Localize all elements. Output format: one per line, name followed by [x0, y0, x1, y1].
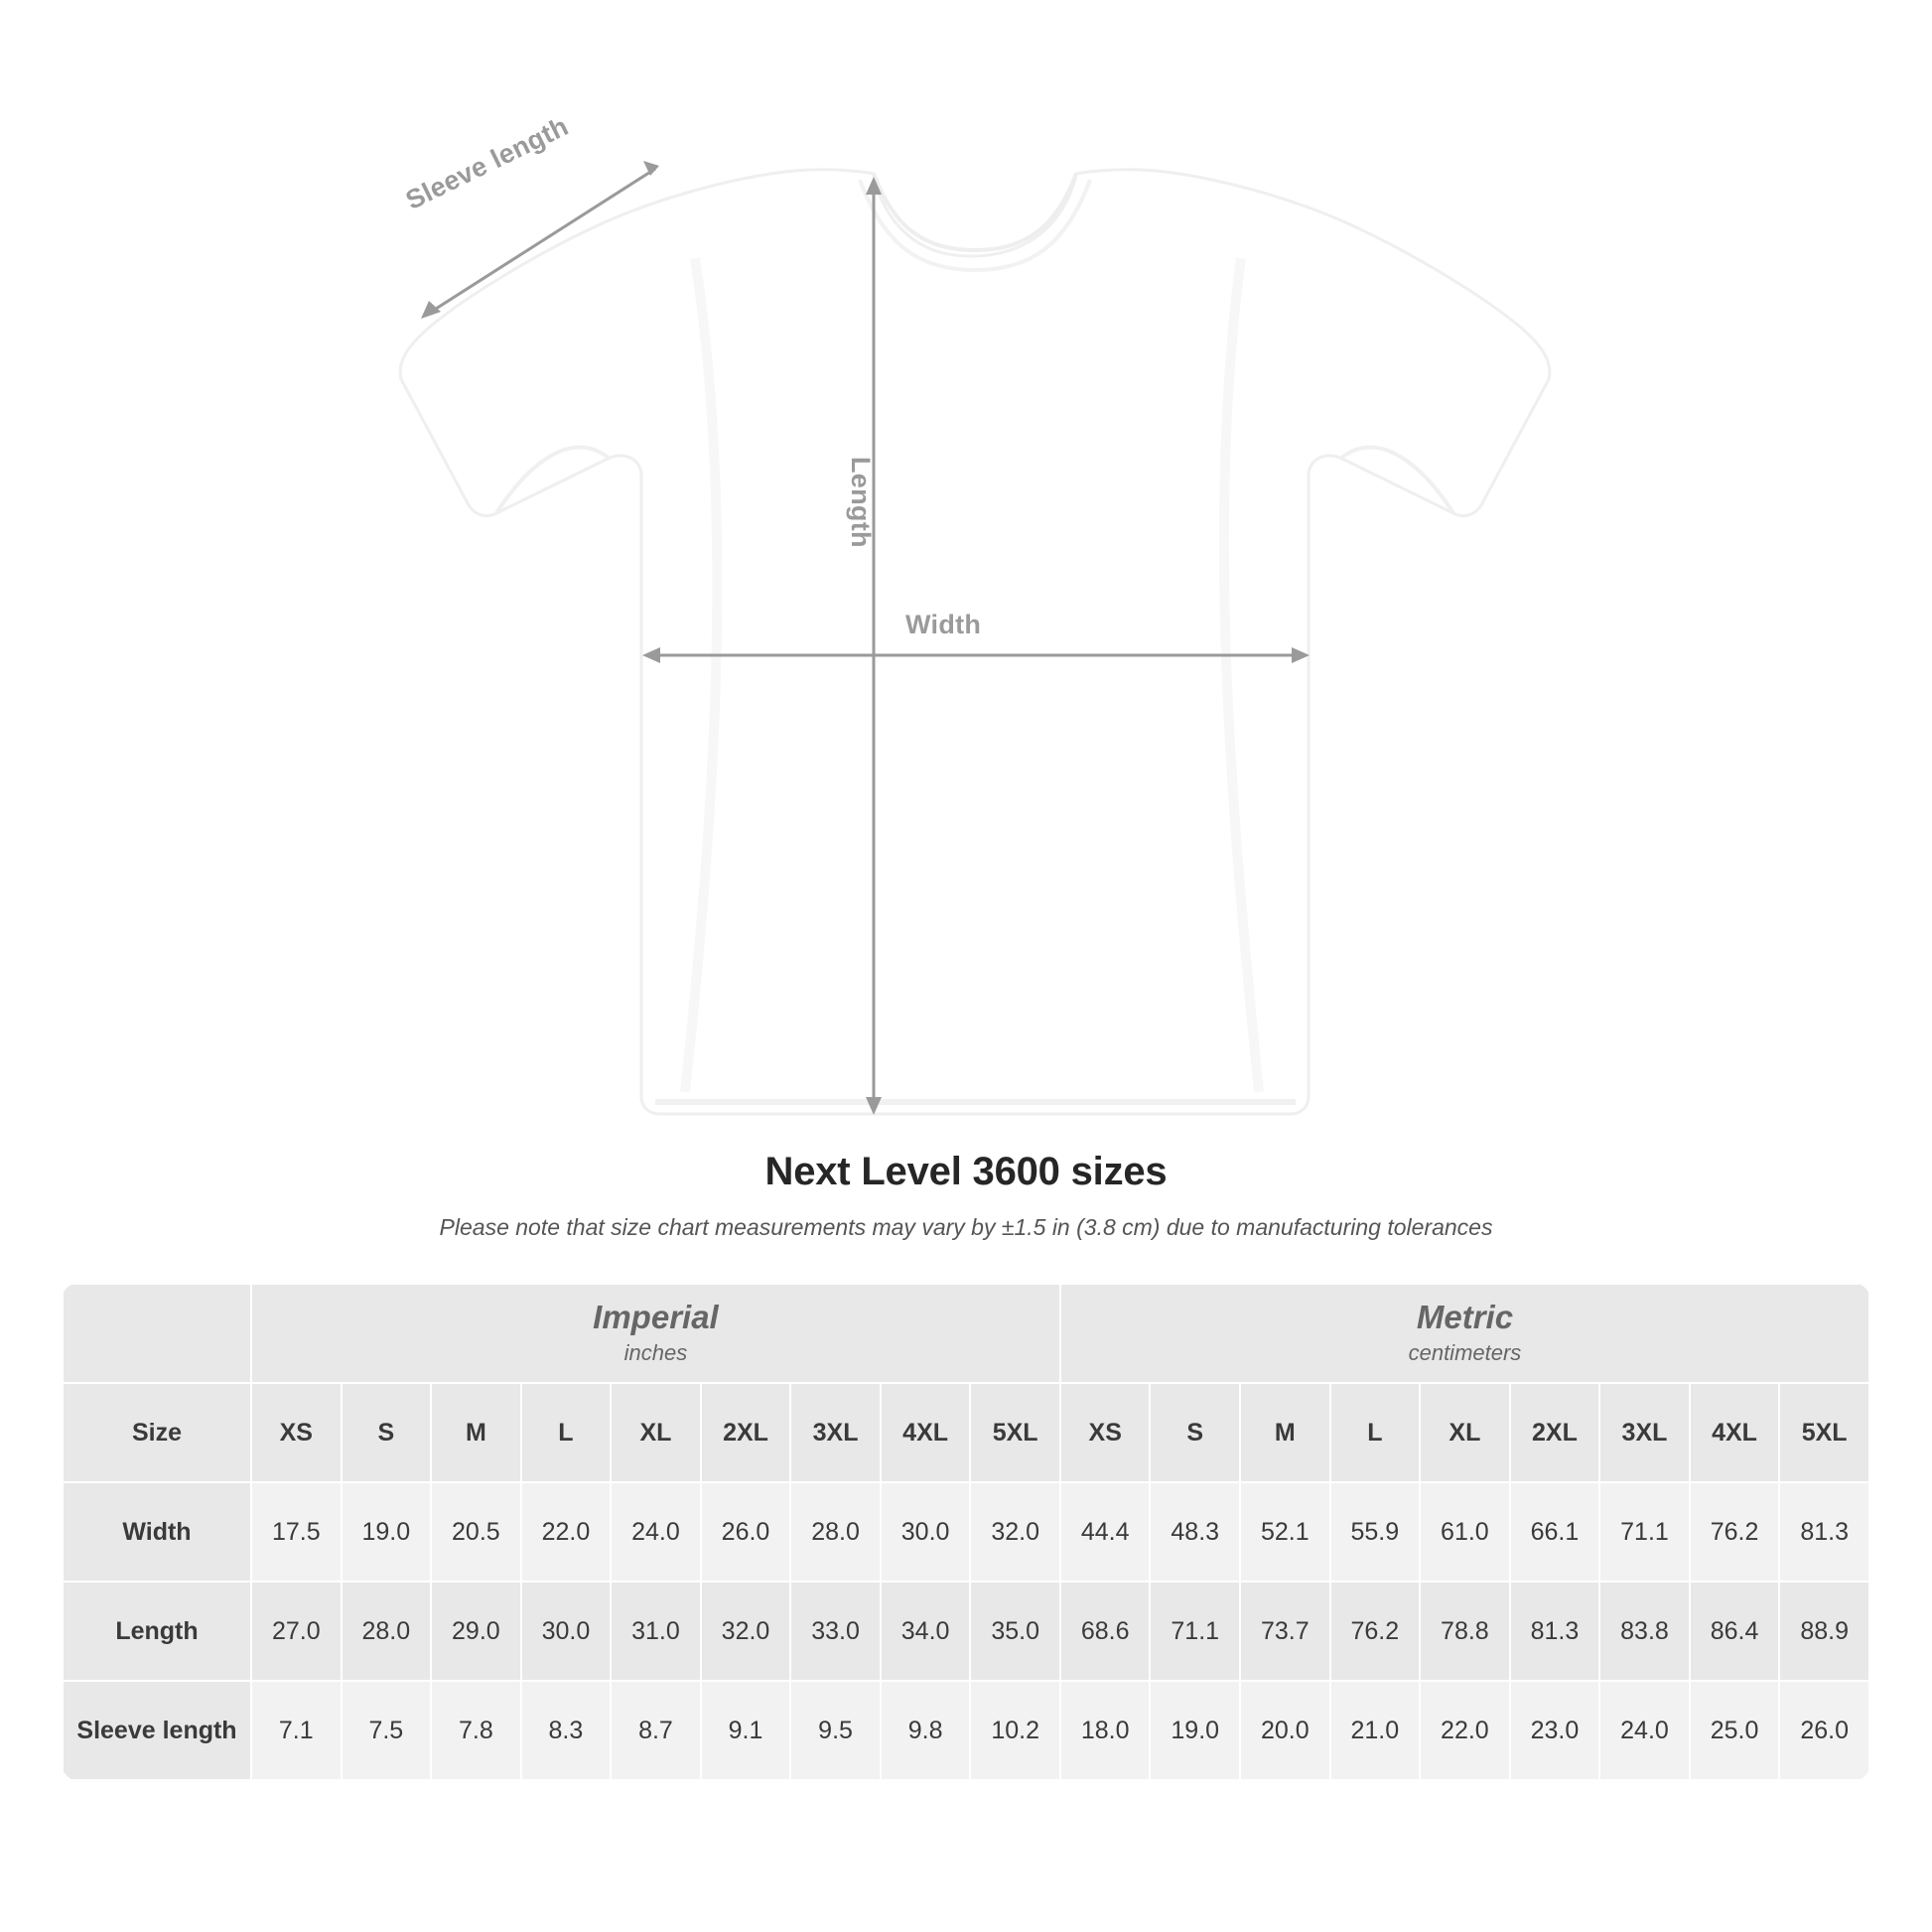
cell-length-imperial-1: 28.0 [342, 1582, 432, 1681]
cell-length-metric-3: 76.2 [1330, 1582, 1421, 1681]
size-header-metric-2: M [1240, 1383, 1330, 1482]
row-label-width: Width [63, 1482, 251, 1582]
cell-width-metric-5: 66.1 [1510, 1482, 1600, 1582]
unit-group-imperial [251, 1284, 1060, 1383]
cell-width-metric-3: 55.9 [1330, 1482, 1421, 1582]
cell-sleeve-imperial-6: 9.5 [790, 1681, 881, 1780]
cell-sleeve-imperial-7: 9.8 [881, 1681, 971, 1780]
size-header-metric-4: XL [1420, 1383, 1510, 1482]
size-header-metric-1: S [1150, 1383, 1240, 1482]
cell-width-metric-0: 44.4 [1060, 1482, 1151, 1582]
cell-length-metric-6: 83.8 [1599, 1582, 1690, 1681]
size-header-metric-0: XS [1060, 1383, 1151, 1482]
cell-length-metric-5: 81.3 [1510, 1582, 1600, 1681]
cell-sleeve-imperial-1: 7.5 [342, 1681, 432, 1780]
cell-sleeve-imperial-8: 10.2 [970, 1681, 1060, 1780]
cell-sleeve-metric-8: 26.0 [1779, 1681, 1869, 1780]
unit-group-metric-name: Metric [1416, 1298, 1514, 1335]
size-header-imperial-0: XS [251, 1383, 342, 1482]
cell-length-imperial-2: 29.0 [431, 1582, 521, 1681]
size-header-imperial-5: 2XL [701, 1383, 791, 1482]
cell-length-imperial-0: 27.0 [251, 1582, 342, 1681]
size-header-imperial-2: M [431, 1383, 521, 1482]
row-label-length: Length [63, 1582, 251, 1681]
size-header-imperial-7: 4XL [881, 1383, 971, 1482]
cell-width-imperial-2: 20.5 [431, 1482, 521, 1582]
cell-sleeve-imperial-3: 8.3 [521, 1681, 612, 1780]
size-header-imperial-3: L [521, 1383, 612, 1482]
cell-sleeve-imperial-4: 8.7 [611, 1681, 701, 1780]
cell-sleeve-imperial-2: 7.8 [431, 1681, 521, 1780]
cell-sleeve-metric-3: 21.0 [1330, 1681, 1421, 1780]
unit-group-metric-sub: centimeters [1408, 1340, 1522, 1366]
size-chart-table [62, 1283, 1870, 1781]
cell-length-metric-2: 73.7 [1240, 1582, 1330, 1681]
cell-width-metric-2: 52.1 [1240, 1482, 1330, 1582]
table-row [63, 1582, 1869, 1681]
size-header-metric-8: 5XL [1779, 1383, 1869, 1482]
tolerance-note: Please note that size chart measurements may vary by ±1.5 in (3.8 cm) due to manufacturing tolerances [439, 1214, 1493, 1240]
size-header-row [63, 1383, 1869, 1482]
width-label: Width [905, 610, 982, 639]
size-header-metric-3: L [1330, 1383, 1421, 1482]
cell-width-imperial-0: 17.5 [251, 1482, 342, 1582]
size-header-imperial-1: S [342, 1383, 432, 1482]
cell-sleeve-metric-6: 24.0 [1599, 1681, 1690, 1780]
cell-width-imperial-4: 24.0 [611, 1482, 701, 1582]
cell-width-imperial-6: 28.0 [790, 1482, 881, 1582]
cell-width-metric-6: 71.1 [1599, 1482, 1690, 1582]
cell-width-imperial-5: 26.0 [701, 1482, 791, 1582]
cell-length-metric-7: 86.4 [1690, 1582, 1780, 1681]
length-label: Length [846, 457, 876, 548]
size-header-metric-7: 4XL [1690, 1383, 1780, 1482]
cell-length-imperial-7: 34.0 [881, 1582, 971, 1681]
unit-group-imperial-name: Imperial [593, 1298, 719, 1335]
cell-length-metric-0: 68.6 [1060, 1582, 1151, 1681]
cell-sleeve-metric-5: 23.0 [1510, 1681, 1600, 1780]
size-header-imperial-4: XL [611, 1383, 701, 1482]
cell-sleeve-metric-4: 22.0 [1420, 1681, 1510, 1780]
cell-length-metric-4: 78.8 [1420, 1582, 1510, 1681]
cell-width-metric-8: 81.3 [1779, 1482, 1869, 1582]
unit-group-metric [1060, 1284, 1869, 1383]
cell-sleeve-metric-1: 19.0 [1150, 1681, 1240, 1780]
cell-sleeve-imperial-0: 7.1 [251, 1681, 342, 1780]
table-row [63, 1482, 1869, 1582]
cell-width-imperial-1: 19.0 [342, 1482, 432, 1582]
cell-sleeve-metric-0: 18.0 [1060, 1681, 1151, 1780]
unit-corner-cell [63, 1284, 251, 1383]
page-title: Next Level 3600 sizes [764, 1150, 1168, 1193]
cell-length-imperial-6: 33.0 [790, 1582, 881, 1681]
size-label-cell: Size [63, 1383, 251, 1482]
cell-sleeve-imperial-5: 9.1 [701, 1681, 791, 1780]
cell-width-metric-1: 48.3 [1150, 1482, 1240, 1582]
size-header-imperial-6: 3XL [790, 1383, 881, 1482]
sleeve-length-label: Sleeve length [401, 110, 574, 215]
unit-group-imperial-sub: inches [623, 1340, 688, 1366]
cell-width-metric-4: 61.0 [1420, 1482, 1510, 1582]
cell-width-imperial-8: 32.0 [970, 1482, 1060, 1582]
title-block [0, 1150, 1932, 1241]
size-header-imperial-8: 5XL [970, 1383, 1060, 1482]
cell-sleeve-metric-2: 20.0 [1240, 1681, 1330, 1780]
cell-width-imperial-3: 22.0 [521, 1482, 612, 1582]
table-row [63, 1681, 1869, 1780]
cell-length-metric-1: 71.1 [1150, 1582, 1240, 1681]
row-label-sleeve-length: Sleeve length [63, 1681, 251, 1780]
cell-width-imperial-7: 30.0 [881, 1482, 971, 1582]
cell-length-imperial-8: 35.0 [970, 1582, 1060, 1681]
cell-length-imperial-4: 31.0 [611, 1582, 701, 1681]
cell-length-metric-8: 88.9 [1779, 1582, 1869, 1681]
cell-sleeve-metric-7: 25.0 [1690, 1681, 1780, 1780]
tshirt-shape [400, 170, 1550, 1114]
cell-width-metric-7: 76.2 [1690, 1482, 1780, 1582]
size-header-metric-6: 3XL [1599, 1383, 1690, 1482]
unit-header-row [63, 1284, 1869, 1383]
cell-length-imperial-5: 32.0 [701, 1582, 791, 1681]
size-header-metric-5: 2XL [1510, 1383, 1600, 1482]
cell-length-imperial-3: 30.0 [521, 1582, 612, 1681]
